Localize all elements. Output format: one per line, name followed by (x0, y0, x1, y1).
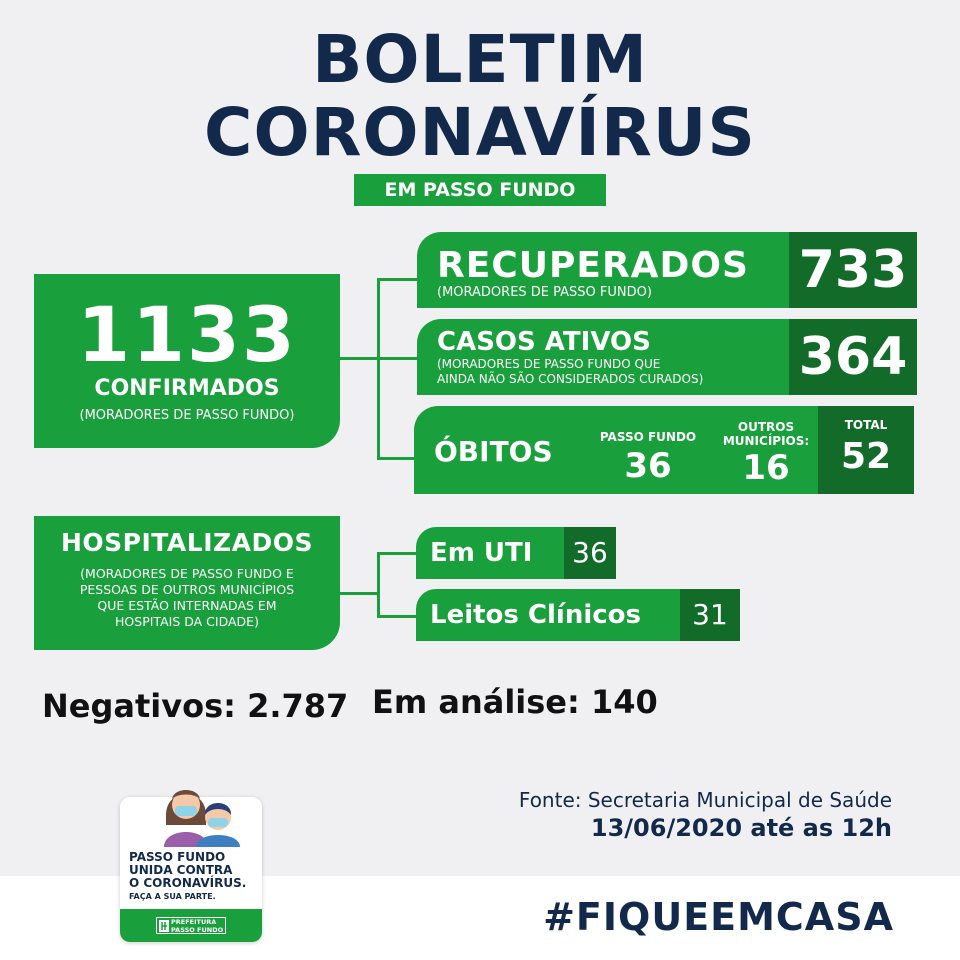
source-text: Fonte: Secretaria Municipal de Saúde (518, 788, 892, 812)
analysis-text: Em análise: 140 (372, 683, 658, 721)
recovered-value: 733 (789, 232, 917, 308)
confirmed-label: CONFIRMADOS (94, 376, 280, 401)
confirmed-card (34, 274, 340, 448)
deaths-outros-label-2: MUNICÍPIOS: (722, 434, 810, 448)
leitos-value: 31 (680, 589, 740, 641)
connector-line (377, 615, 417, 618)
campaign-tagline: FAÇA A SUA PARTE. (129, 892, 216, 901)
deaths-passo-fundo-label: PASSO FUNDO (599, 430, 697, 444)
subtitle-badge: EM PASSO FUNDO (354, 174, 606, 206)
negatives-text: Negativos: 2.787 (42, 687, 349, 725)
connector-line (377, 357, 417, 360)
connector-line (340, 592, 380, 595)
deaths-outros-label (714, 420, 818, 448)
connector-line (340, 357, 380, 360)
leitos-label: Leitos Clínicos (416, 589, 680, 641)
hospitalized-note-1: (MORADORES DE PASSO FUNDO E (80, 566, 294, 581)
deaths-card (414, 406, 818, 494)
campaign-line-3: O CORONAVÍRUS. (129, 876, 247, 890)
prefeitura-mark-icon (159, 920, 169, 932)
campaign-line-1: PASSO FUNDO (129, 850, 226, 864)
deaths-total-card (818, 406, 914, 494)
connector-line (377, 278, 380, 460)
masked-people-icon (160, 775, 246, 847)
deaths-outros-value: 16 (742, 448, 790, 488)
source-date: 13/06/2020 até as 12h (590, 814, 892, 842)
connector-line (377, 278, 417, 281)
deaths-passo-fundo-value: 36 (624, 446, 672, 486)
recovered-card (417, 232, 789, 308)
campaign-text (129, 851, 259, 890)
active-value: 364 (789, 319, 917, 395)
hospitalized-note-4: HOSPITAIS DA CIDADE) (115, 614, 259, 629)
prefeitura-logo (156, 917, 226, 934)
connector-line (377, 552, 380, 618)
hospitalized-card (34, 516, 340, 650)
uti-label: Em UTI (416, 527, 564, 579)
connector-line (377, 552, 417, 555)
connector-line (377, 457, 415, 460)
campaign-logo (120, 797, 262, 942)
title-line-2: CORONAVÍRUS (204, 94, 756, 171)
deaths-outros-label-1: OUTROS (737, 420, 795, 434)
campaign-line-2: UNIDA CONTRA (129, 863, 233, 877)
confirmed-value: 1133 (77, 290, 297, 379)
prefeitura-line-2: PASSO FUNDO (171, 925, 224, 934)
recovered-note: (MORADORES DE PASSO FUNDO) (437, 285, 652, 300)
hashtag: #FIQUEEMCASA (543, 895, 894, 939)
hospitalized-note-2: PESSOAS DE OUTROS MUNICÍPIOS (79, 582, 295, 597)
hospitalized-label: HOSPITALIZADOS (61, 528, 313, 557)
recovered-label: RECUPERADOS (437, 245, 749, 286)
prefeitura-line-1: PREFEITURA (171, 918, 217, 926)
deaths-total-label: TOTAL (844, 418, 888, 432)
prefeitura-band (120, 909, 262, 942)
uti-value: 36 (564, 527, 616, 579)
deaths-label: ÓBITOS (434, 435, 553, 468)
active-label: CASOS ATIVOS (437, 327, 651, 357)
deaths-total-value: 52 (840, 436, 892, 477)
active-note-2: AINDA NÃO SÃO CONSIDERADOS CURADOS) (437, 372, 704, 386)
title-line-1: BOLETIM (312, 21, 648, 98)
hospitalized-note-3: QUE ESTÃO INTERNADAS EM (97, 598, 277, 613)
active-note-1: (MORADORES DE PASSO FUNDO QUE (437, 357, 661, 371)
confirmed-note: (MORADORES DE PASSO FUNDO) (79, 408, 295, 423)
active-card (417, 319, 789, 395)
